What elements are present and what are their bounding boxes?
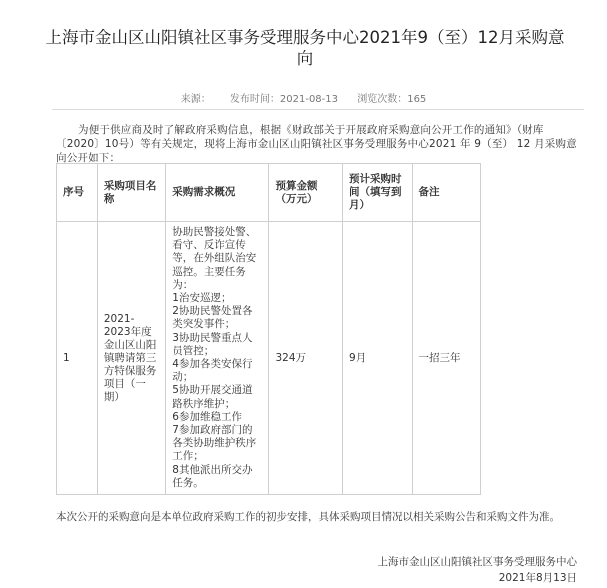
- cell-remark: 一招三年: [412, 222, 481, 495]
- divider: [52, 109, 584, 110]
- cell-requirements: [166, 222, 269, 495]
- cell-project-name: 2021-2023年度金山区山阳镇聘请第三方特保服务项目（一期）: [97, 222, 165, 495]
- header-purchase-time: 预计采购时间（填写到月）: [343, 164, 412, 222]
- requirement-line: 3协助民警重点人员管控；: [172, 331, 253, 357]
- header-requirements: 采购需求概况: [166, 164, 269, 222]
- requirement-line: 8其他派出所交办任务。: [172, 463, 253, 489]
- page-title: 上海市金山区山阳镇社区事务受理服务中心2021年9（至）12月采购意向: [45, 28, 565, 68]
- cell-purchase-time: 9月: [343, 222, 412, 495]
- header-remark: 备注: [412, 164, 481, 222]
- cell-budget: 324万: [269, 222, 343, 495]
- table-header-row: [57, 164, 481, 222]
- intro-paragraph: 为便于供应商及时了解政府采购信息，根据《财政部关于开展政府采购意向公开工作的通知》（财库〔2020〕10号）等有关规定，现将上海市金山区山阳镇社区事务受理服务中心2021 年 9（至） 12 月采购意向公开如下：: [56, 124, 577, 164]
- requirement-line: 7参加政府部门的各类协助维护秩序工作；: [172, 424, 257, 463]
- signature-org: 上海市金山区山阳镇社区事务受理服务中心: [377, 556, 577, 568]
- requirement-line: 协助民警接处警、看守、反诈宣传等，在外组队治安巡控。主要任务为：: [172, 226, 257, 291]
- article-meta: [0, 90, 607, 105]
- requirement-line: 6参加维稳工作: [172, 410, 242, 423]
- header-project-name: 采购项目名称: [97, 164, 165, 222]
- requirement-line: 1治安巡逻；: [172, 292, 232, 305]
- cell-index: 1: [57, 222, 98, 495]
- header-budget: 预算金额（万元）: [269, 164, 343, 222]
- procurement-table: [56, 163, 481, 495]
- signature-date: 2021年8月13日: [498, 572, 577, 584]
- requirement-line: 2协助民警处置各类突发事件；: [172, 305, 253, 331]
- table-row: [57, 222, 481, 495]
- footnote: 本次公开的采购意向是本单位政府采购工作的初步安排，具体采购项目情况以相关采购公告和采购文件为准。: [56, 511, 560, 523]
- view-count: 浏览次数：165: [357, 94, 427, 105]
- header-index: 序号: [57, 164, 98, 222]
- requirement-line: 4参加各类安保行动；: [172, 358, 253, 384]
- source-label: 来源：: [180, 94, 211, 105]
- requirement-line: 5协助开展交通道路秩序维护；: [172, 384, 253, 410]
- publish-time: 发布时间：2021-08-13: [229, 94, 339, 105]
- signature-block: [378, 554, 578, 586]
